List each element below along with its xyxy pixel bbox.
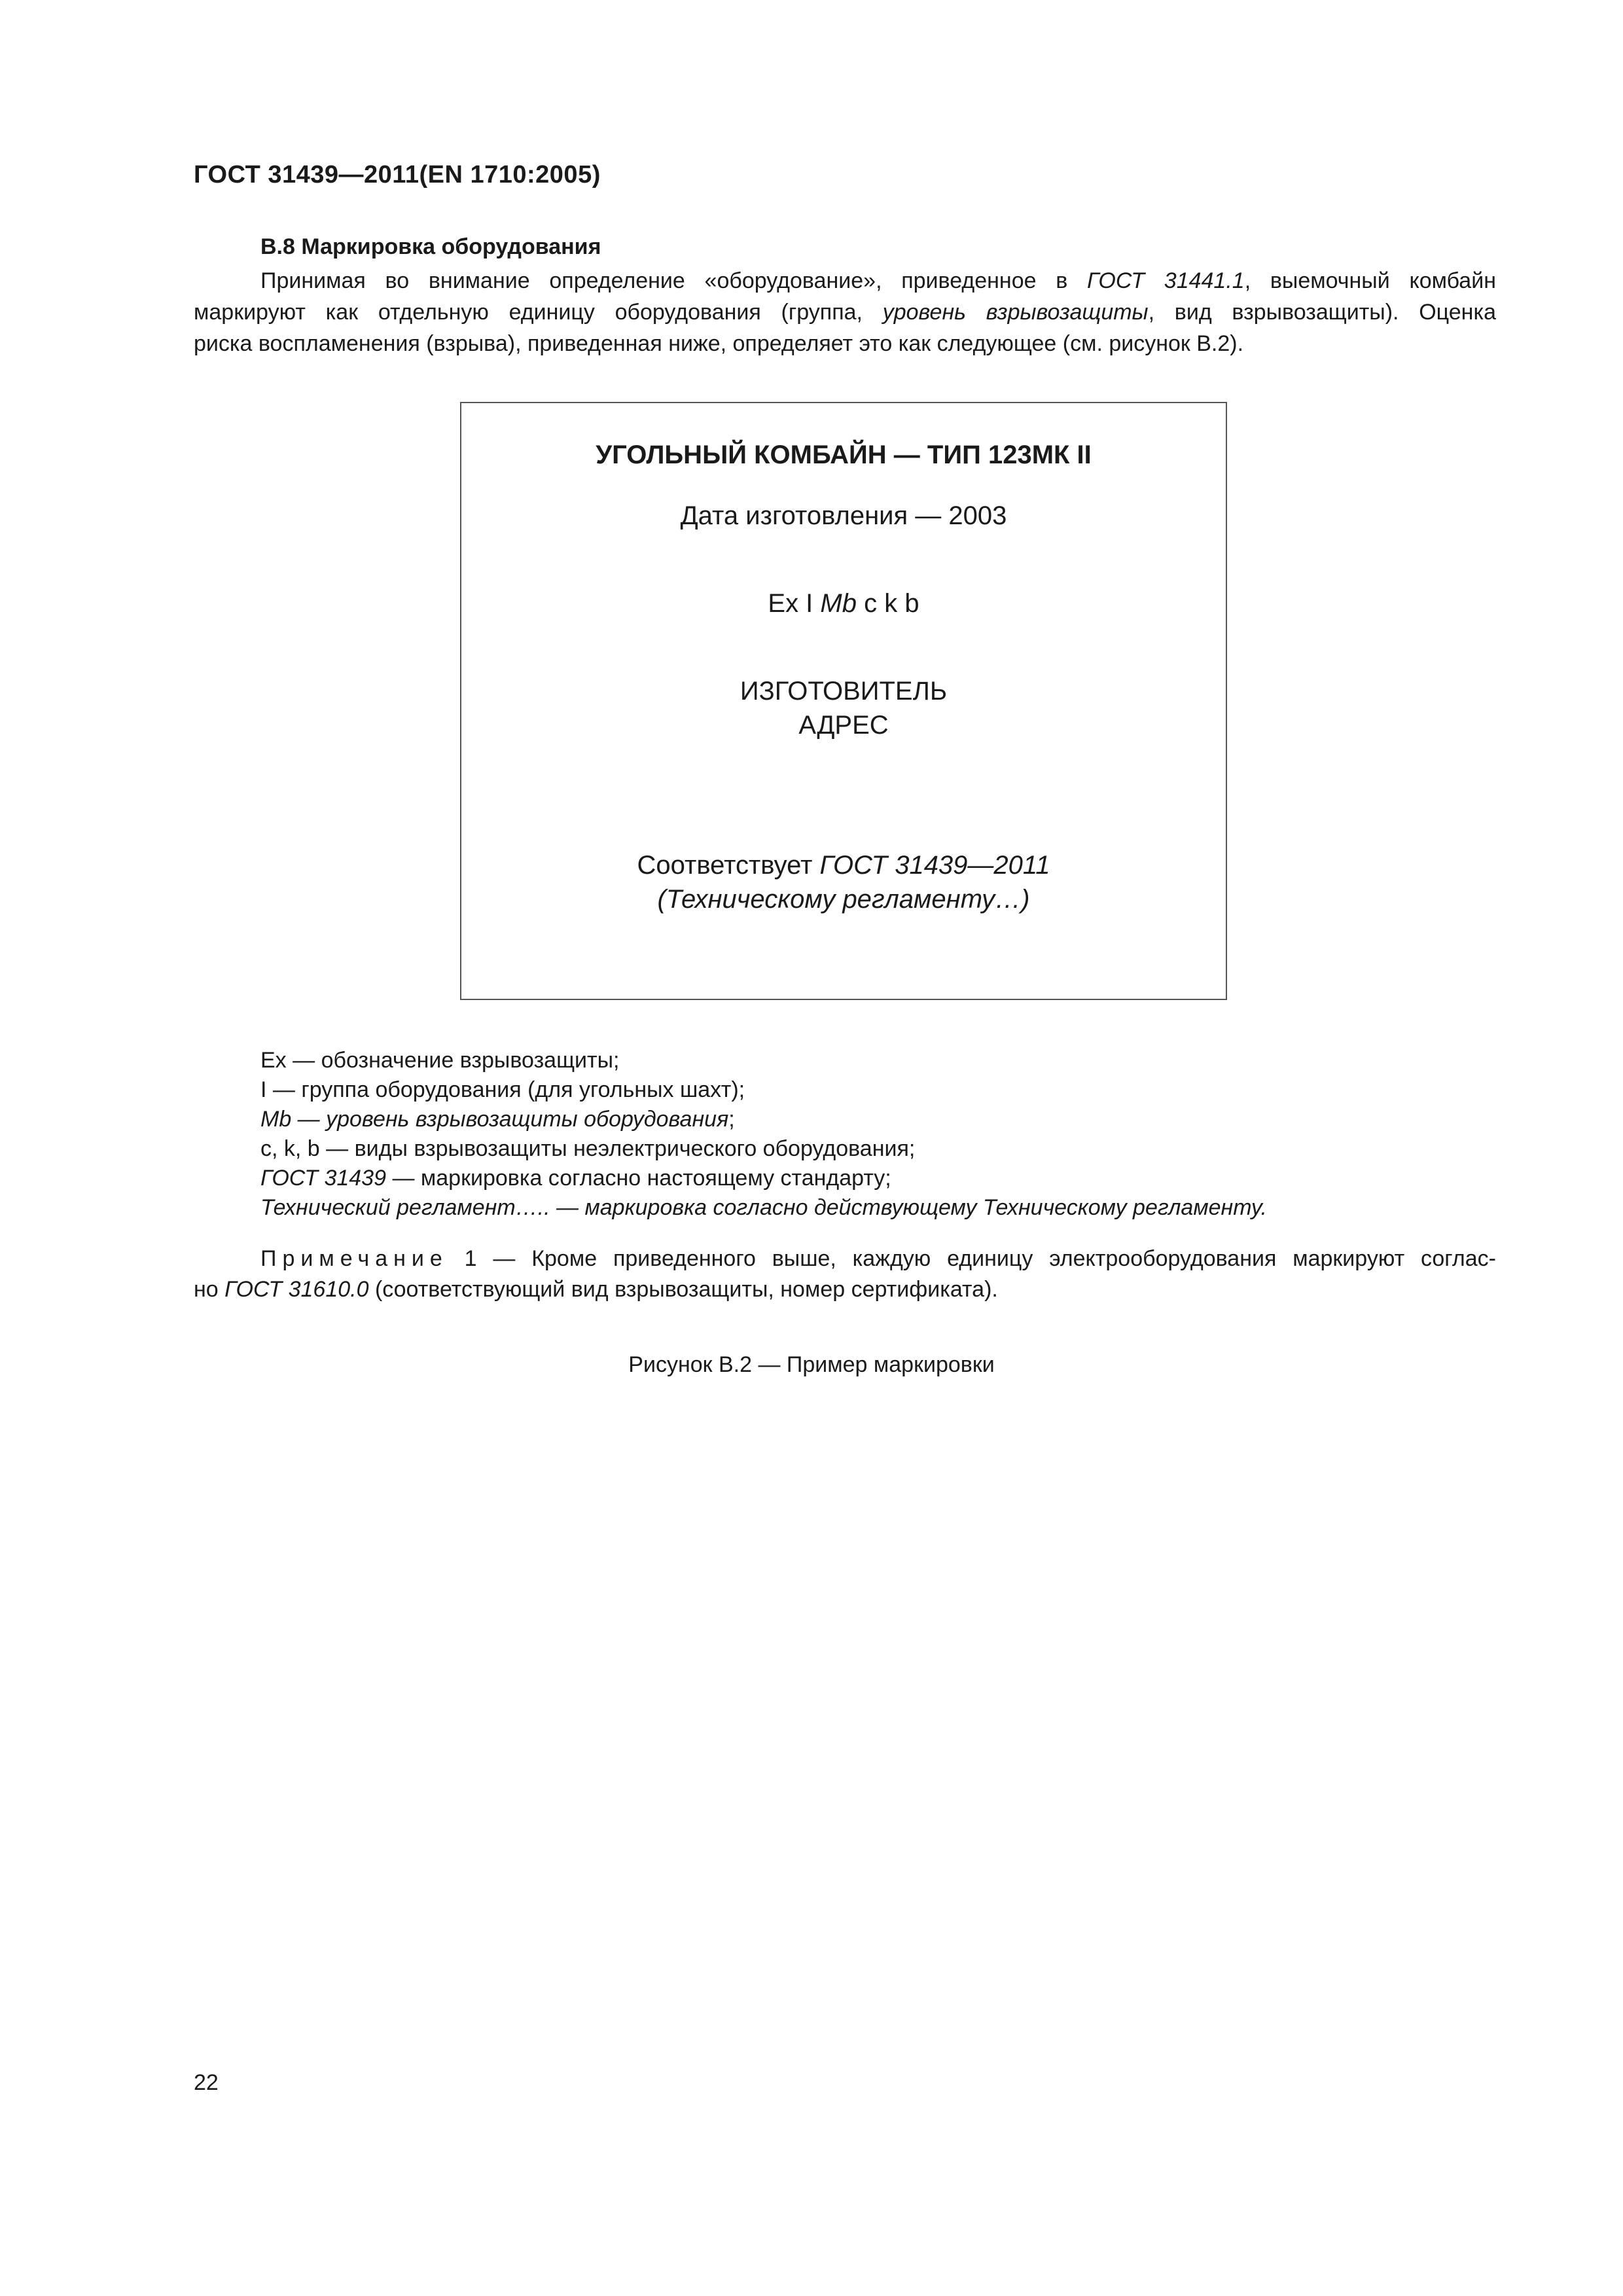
legend-item xyxy=(260,1193,1267,1223)
legend-emphasis: Mb — уровень взрывозащиты оборудования xyxy=(260,1107,729,1132)
section-heading: B.8 Маркировка оборудования xyxy=(260,234,601,259)
marking-legend xyxy=(260,1046,1267,1223)
legend-item xyxy=(260,1105,1267,1134)
intro-emphasis: уровень взрывозащиты xyxy=(882,300,1149,325)
plate-conformity-regulation: (Техническому регламенту…) xyxy=(657,885,1030,914)
intro-text: Принимая во внимание определение «оборудование», приведенное в xyxy=(260,268,1088,293)
intro-text: , выемочный комбайн xyxy=(1244,268,1496,293)
note-text: (соответствующий вид взрывозащиты, номер сертификата). xyxy=(368,1277,998,1302)
note-paragraph xyxy=(194,1244,1496,1305)
intro-line-2 xyxy=(194,296,1496,328)
intro-line-1 xyxy=(194,265,1496,296)
legend-item xyxy=(260,1164,1267,1193)
page-number: 22 xyxy=(194,2070,219,2095)
intro-text: , вид взрывозащиты). Оценка xyxy=(1148,300,1496,325)
legend-text: ; xyxy=(728,1107,735,1132)
plate-date: Дата изготовления — 2003 xyxy=(680,501,1007,530)
intro-line-3: риска воспламенения (взрыва), приведенная ниже, определяет это как следующее (см. рисунок B.2). xyxy=(194,331,1244,356)
note-text: 1 — Кроме приведенного выше, каждую единицу электрооборудования маркируют соглас- xyxy=(448,1246,1496,1271)
plate-marking-text: Ex I xyxy=(768,589,821,618)
plate-manufacturer: ИЗГОТОВИТЕЛЬ xyxy=(740,677,948,706)
plate-title: УГОЛЬНЫЙ КОМБАЙН — ТИП 123МК II xyxy=(596,440,1092,469)
legend-item: c, k, b — виды взрывозащиты неэлектрического оборудования; xyxy=(260,1136,916,1161)
plate-conformity-text: Соответствует xyxy=(637,851,820,880)
legend-item: I — группа оборудования (для угольных шахт); xyxy=(260,1077,745,1102)
plate-conformity-standard: ГОСТ 31439—2011 xyxy=(819,851,1050,880)
plate-address: АДРЕС xyxy=(798,711,889,740)
page-header: ГОСТ 31439—2011(EN 1710:2005) xyxy=(194,161,601,188)
legend-text: — маркировка согласно настоящему стандарту; xyxy=(386,1166,891,1191)
standard-reference: ГОСТ 31441.1 xyxy=(1087,268,1245,293)
plate-conformity xyxy=(461,851,1226,880)
intro-paragraph xyxy=(194,265,1496,359)
plate-marking-text: c k b xyxy=(857,589,919,618)
note-text: но xyxy=(194,1277,225,1302)
figure-caption: Рисунок B.2 — Пример маркировки xyxy=(628,1352,995,1377)
plate-marking xyxy=(461,589,1226,619)
legend-emphasis: Технический регламент….. — маркировка согласно действующему Техническому регламенту. xyxy=(260,1195,1268,1220)
intro-text: маркируют как отдельную единицу оборудования (группа, xyxy=(194,300,883,325)
note-line-2 xyxy=(194,1274,1496,1305)
legend-emphasis: ГОСТ 31439 xyxy=(260,1166,386,1191)
legend-item: Ex — обозначение взрывозащиты; xyxy=(260,1048,620,1073)
standard-reference: ГОСТ 31610.0 xyxy=(224,1277,369,1302)
marking-plate xyxy=(460,402,1227,1000)
note-label: Примечание xyxy=(260,1246,448,1271)
plate-marking-level: Mb xyxy=(820,589,857,618)
note-line-1 xyxy=(194,1244,1496,1274)
